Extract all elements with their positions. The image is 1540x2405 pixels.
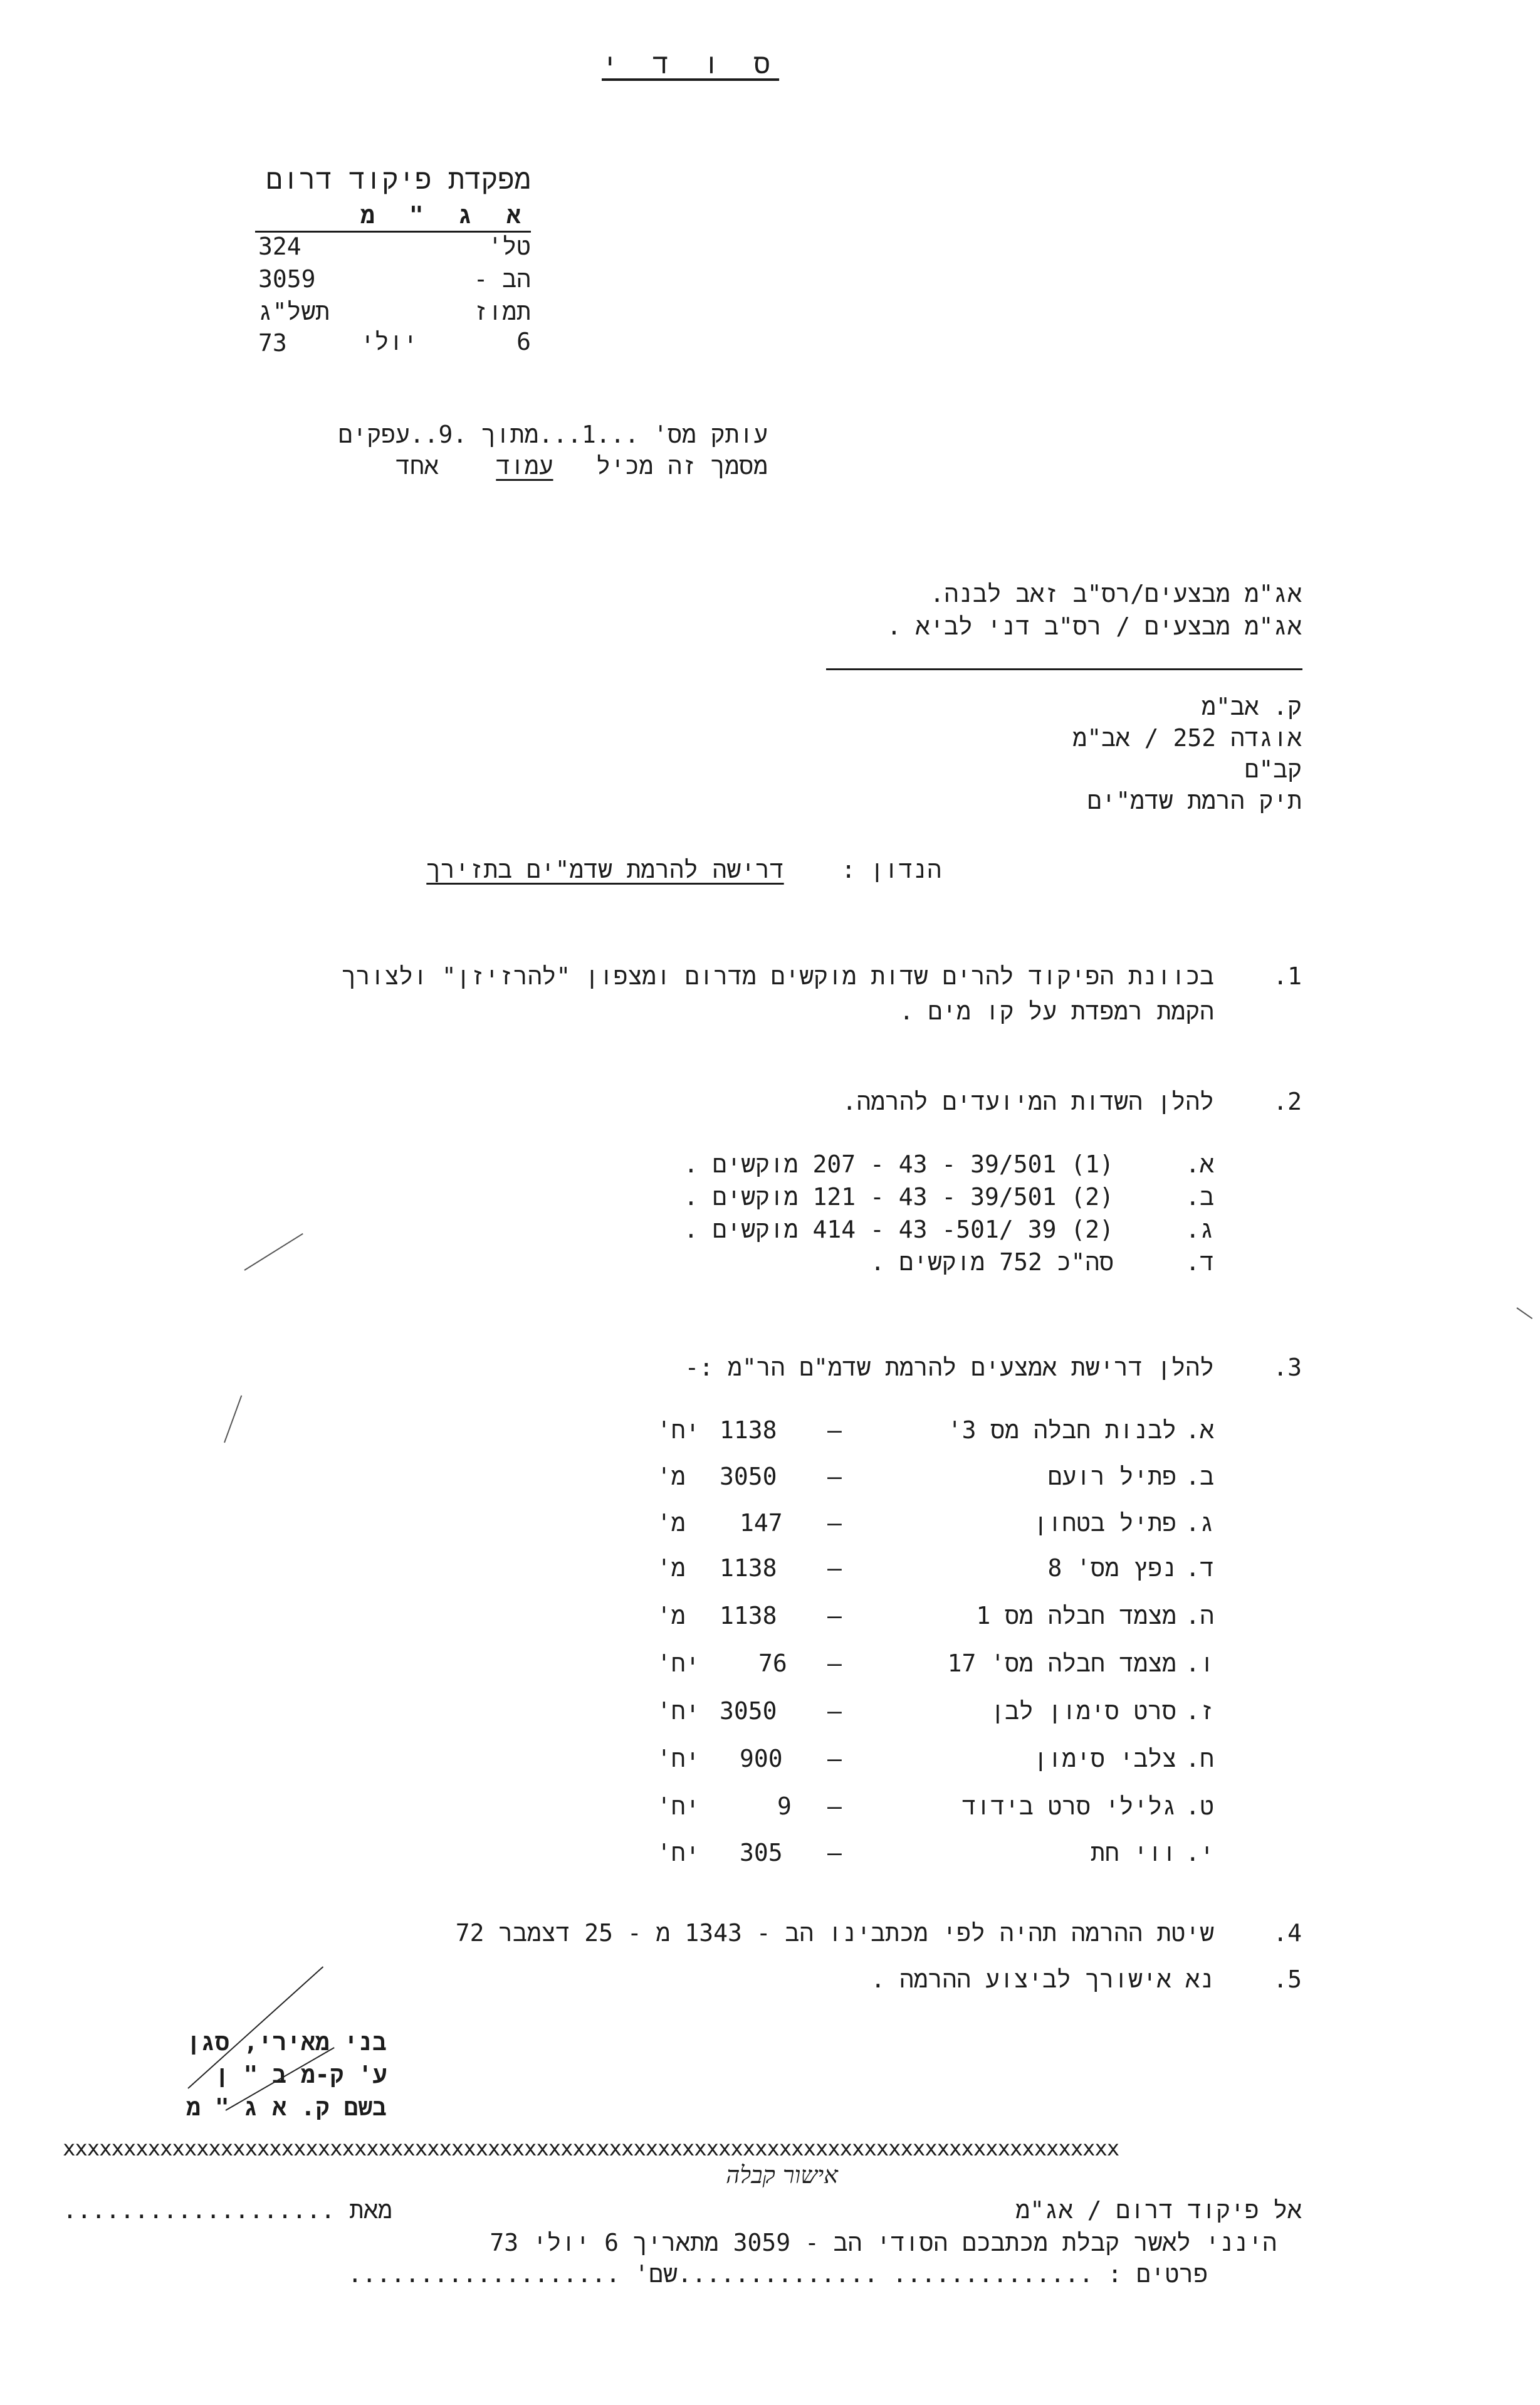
means-letter: ז. xyxy=(1185,1697,1214,1725)
item-4-text: שיטת ההרמה תהיה לפי מכתבינו הב - 1343 מ - 25 דצמבר 72 xyxy=(455,1919,1214,1947)
separator-line: xxxxxxxxxxxxxxxxxxxxxxxxxxxxxxxxxxxxxxxxxxxxxxxxxxxxxxxxxxxxxxxxxxxxxxxxxxxxxxxxxxxxxxx xyxy=(63,2136,1119,2161)
page-count-text: מסמך זה מכיל xyxy=(596,452,768,480)
item-1-number: .1 xyxy=(1273,962,1302,990)
minefield-text: (2) 39 /501- 43 - 414 מוקשים . xyxy=(684,1216,1114,1243)
means-quantity: 1138 xyxy=(720,1602,777,1629)
date-day: 6 xyxy=(516,328,531,355)
subject-line xyxy=(426,854,941,885)
minefield-text: (2) 39/501 - 43 - 121 מוקשים . xyxy=(684,1183,1114,1211)
item-3-number: .3 xyxy=(1273,1354,1302,1381)
cc-2: אוגדה 252 / אב"מ xyxy=(1072,724,1302,752)
means-letter: ב. xyxy=(1185,1463,1214,1490)
phone-label: טל' xyxy=(488,233,531,260)
means-quantity: 1138 xyxy=(720,1554,777,1582)
signature-on-behalf: בשם ק. א ג " מ xyxy=(186,2093,387,2121)
means-dash: — xyxy=(827,1839,842,1866)
means-unit: יח' xyxy=(657,1839,700,1866)
subject-text: דרישה להרמת שדמ"ים בתזירך xyxy=(426,856,784,883)
means-name: מצמד חבלה מס' 17 xyxy=(947,1650,1176,1677)
means-letter: א. xyxy=(1185,1416,1214,1444)
recipient-1: אג"מ מבצעים/רס"ב זאב לבנה. xyxy=(930,580,1302,608)
means-quantity: 1138 xyxy=(720,1416,777,1444)
signature-name: בני מאירי, סגן xyxy=(186,2028,387,2056)
means-unit: יח' xyxy=(657,1745,700,1772)
sender-unit: מפקדת פיקוד דרום xyxy=(266,164,531,196)
classification-header: ס ו ד י xyxy=(602,48,780,80)
hebrew-date-year: תשל"ג xyxy=(258,298,330,325)
item-5-number: .5 xyxy=(1273,1966,1302,1993)
means-name: פתיל בטחון xyxy=(1033,1509,1176,1537)
recipient-2: אג"מ מבצעים / רס"ב דני לביא . xyxy=(886,613,1302,640)
means-name: פתיל רועם xyxy=(1047,1463,1176,1490)
hebrew-date-month: תמוז xyxy=(473,298,531,325)
means-letter: י. xyxy=(1185,1839,1214,1866)
means-dash: — xyxy=(827,1509,842,1537)
means-unit: יח' xyxy=(657,1416,700,1444)
cc-3: קב"ם xyxy=(1244,755,1302,783)
means-unit: מ' xyxy=(657,1463,686,1490)
means-dash: — xyxy=(827,1745,842,1772)
means-dash: — xyxy=(827,1697,842,1725)
item-1-line-1: בכוונת הפיקוד להרים שדות מוקשים מדרום ומצפון "להרזיזן" ולצורך xyxy=(342,962,1214,990)
item-1-line-2: הקמת רמפדת על קו מים . xyxy=(899,997,1214,1025)
means-name: ווי חת xyxy=(1091,1839,1176,1866)
subject-label: הנדון : xyxy=(841,856,941,883)
minefield-text: (1) 39/501 - 43 - 207 מוקשים . xyxy=(684,1150,1114,1178)
date-year: 73 xyxy=(258,329,287,357)
page-count-value: אחד xyxy=(395,452,439,480)
receipt-from: מאת ................... xyxy=(63,2196,392,2224)
phone-number: 324 xyxy=(258,233,301,260)
date-month: יולי xyxy=(360,328,418,355)
means-name: צלבי סימון xyxy=(1033,1745,1176,1772)
minefield-letter: א. xyxy=(1185,1150,1214,1178)
scan-mark xyxy=(1516,1307,1532,1319)
receipt-to: אל פיקוד דרום / אג"מ xyxy=(1015,2196,1302,2224)
means-dash: — xyxy=(827,1792,842,1820)
means-letter: ח. xyxy=(1185,1745,1214,1772)
means-dash: — xyxy=(827,1554,842,1582)
means-quantity: 305 xyxy=(740,1839,783,1866)
means-letter: ד. xyxy=(1185,1554,1214,1582)
scan-mark xyxy=(224,1395,242,1443)
means-unit: מ' xyxy=(657,1509,686,1537)
means-name: סרט סימון לבן xyxy=(990,1697,1176,1725)
item-5-text: נא אישורך לביצוע ההרמה . xyxy=(871,1966,1214,1993)
item-2-text: להלן השדות המיועדים להרמה. xyxy=(842,1088,1214,1115)
sender-branch: א ג " מ xyxy=(255,199,531,233)
receipt-fields: פרטים : .............. ..............שם' ................... xyxy=(347,2260,1208,2288)
cc-1: ק. אב"מ xyxy=(1202,693,1302,720)
receipt-body: הינני לאשר קבלת מכתבכם הסודי הב - 3059 מתאריך 6 יולי 73 xyxy=(490,2229,1277,2256)
item-3-text: להלן דרישת אמצעים להרמת שדמ"ם הר"מ :- xyxy=(684,1354,1214,1381)
means-unit: מ' xyxy=(657,1554,686,1582)
means-name: מצמד חבלה מס 1 xyxy=(976,1602,1176,1629)
means-dash: — xyxy=(827,1602,842,1629)
means-letter: ג. xyxy=(1185,1509,1214,1537)
means-unit: מ' xyxy=(657,1602,686,1629)
means-unit: יח' xyxy=(657,1792,700,1820)
reference-number: 3059 xyxy=(258,265,316,293)
page-count-word: עמוד xyxy=(496,452,553,480)
minefield-text: סה"כ 752 מוקשים . xyxy=(870,1248,1114,1276)
means-quantity: 3050 xyxy=(720,1463,777,1490)
item-2-number: .2 xyxy=(1273,1088,1302,1115)
means-name: נפץ מס' 8 xyxy=(1047,1554,1176,1582)
minefield-letter: ב. xyxy=(1185,1183,1214,1211)
means-dash: — xyxy=(827,1650,842,1677)
means-unit: יח' xyxy=(657,1650,700,1677)
means-letter: ה. xyxy=(1185,1602,1214,1629)
means-dash: — xyxy=(827,1416,842,1444)
means-name: לבנות חבלה מס 3' xyxy=(947,1416,1176,1444)
means-quantity: 76 xyxy=(758,1650,787,1677)
page-count-line xyxy=(395,450,768,482)
means-unit: יח' xyxy=(657,1697,700,1725)
means-letter: ט. xyxy=(1185,1792,1214,1820)
means-quantity: 3050 xyxy=(720,1697,777,1725)
scan-mark xyxy=(244,1233,303,1271)
means-letter: ו. xyxy=(1185,1650,1214,1677)
means-name: גלילי סרט בידוד xyxy=(961,1792,1176,1820)
minefield-letter: ג. xyxy=(1185,1216,1214,1243)
means-quantity: 147 xyxy=(740,1509,783,1537)
means-quantity: 9 xyxy=(777,1792,792,1820)
item-4-number: .4 xyxy=(1273,1919,1302,1947)
means-quantity: 900 xyxy=(740,1745,783,1772)
copy-number-line: עותק מס' ...1...מתוך .9..עפקים xyxy=(338,421,768,448)
minefield-letter: ד. xyxy=(1185,1248,1214,1276)
receipt-title: אישור קבלה xyxy=(726,2161,838,2189)
reference-label: הב - xyxy=(473,265,531,293)
recipients-divider xyxy=(826,668,1302,670)
means-dash: — xyxy=(827,1463,842,1490)
signature-role: ע' ק-מ ב " ן xyxy=(214,2061,387,2088)
cc-4: תיק הרמת שדמ"ים xyxy=(1087,787,1302,814)
